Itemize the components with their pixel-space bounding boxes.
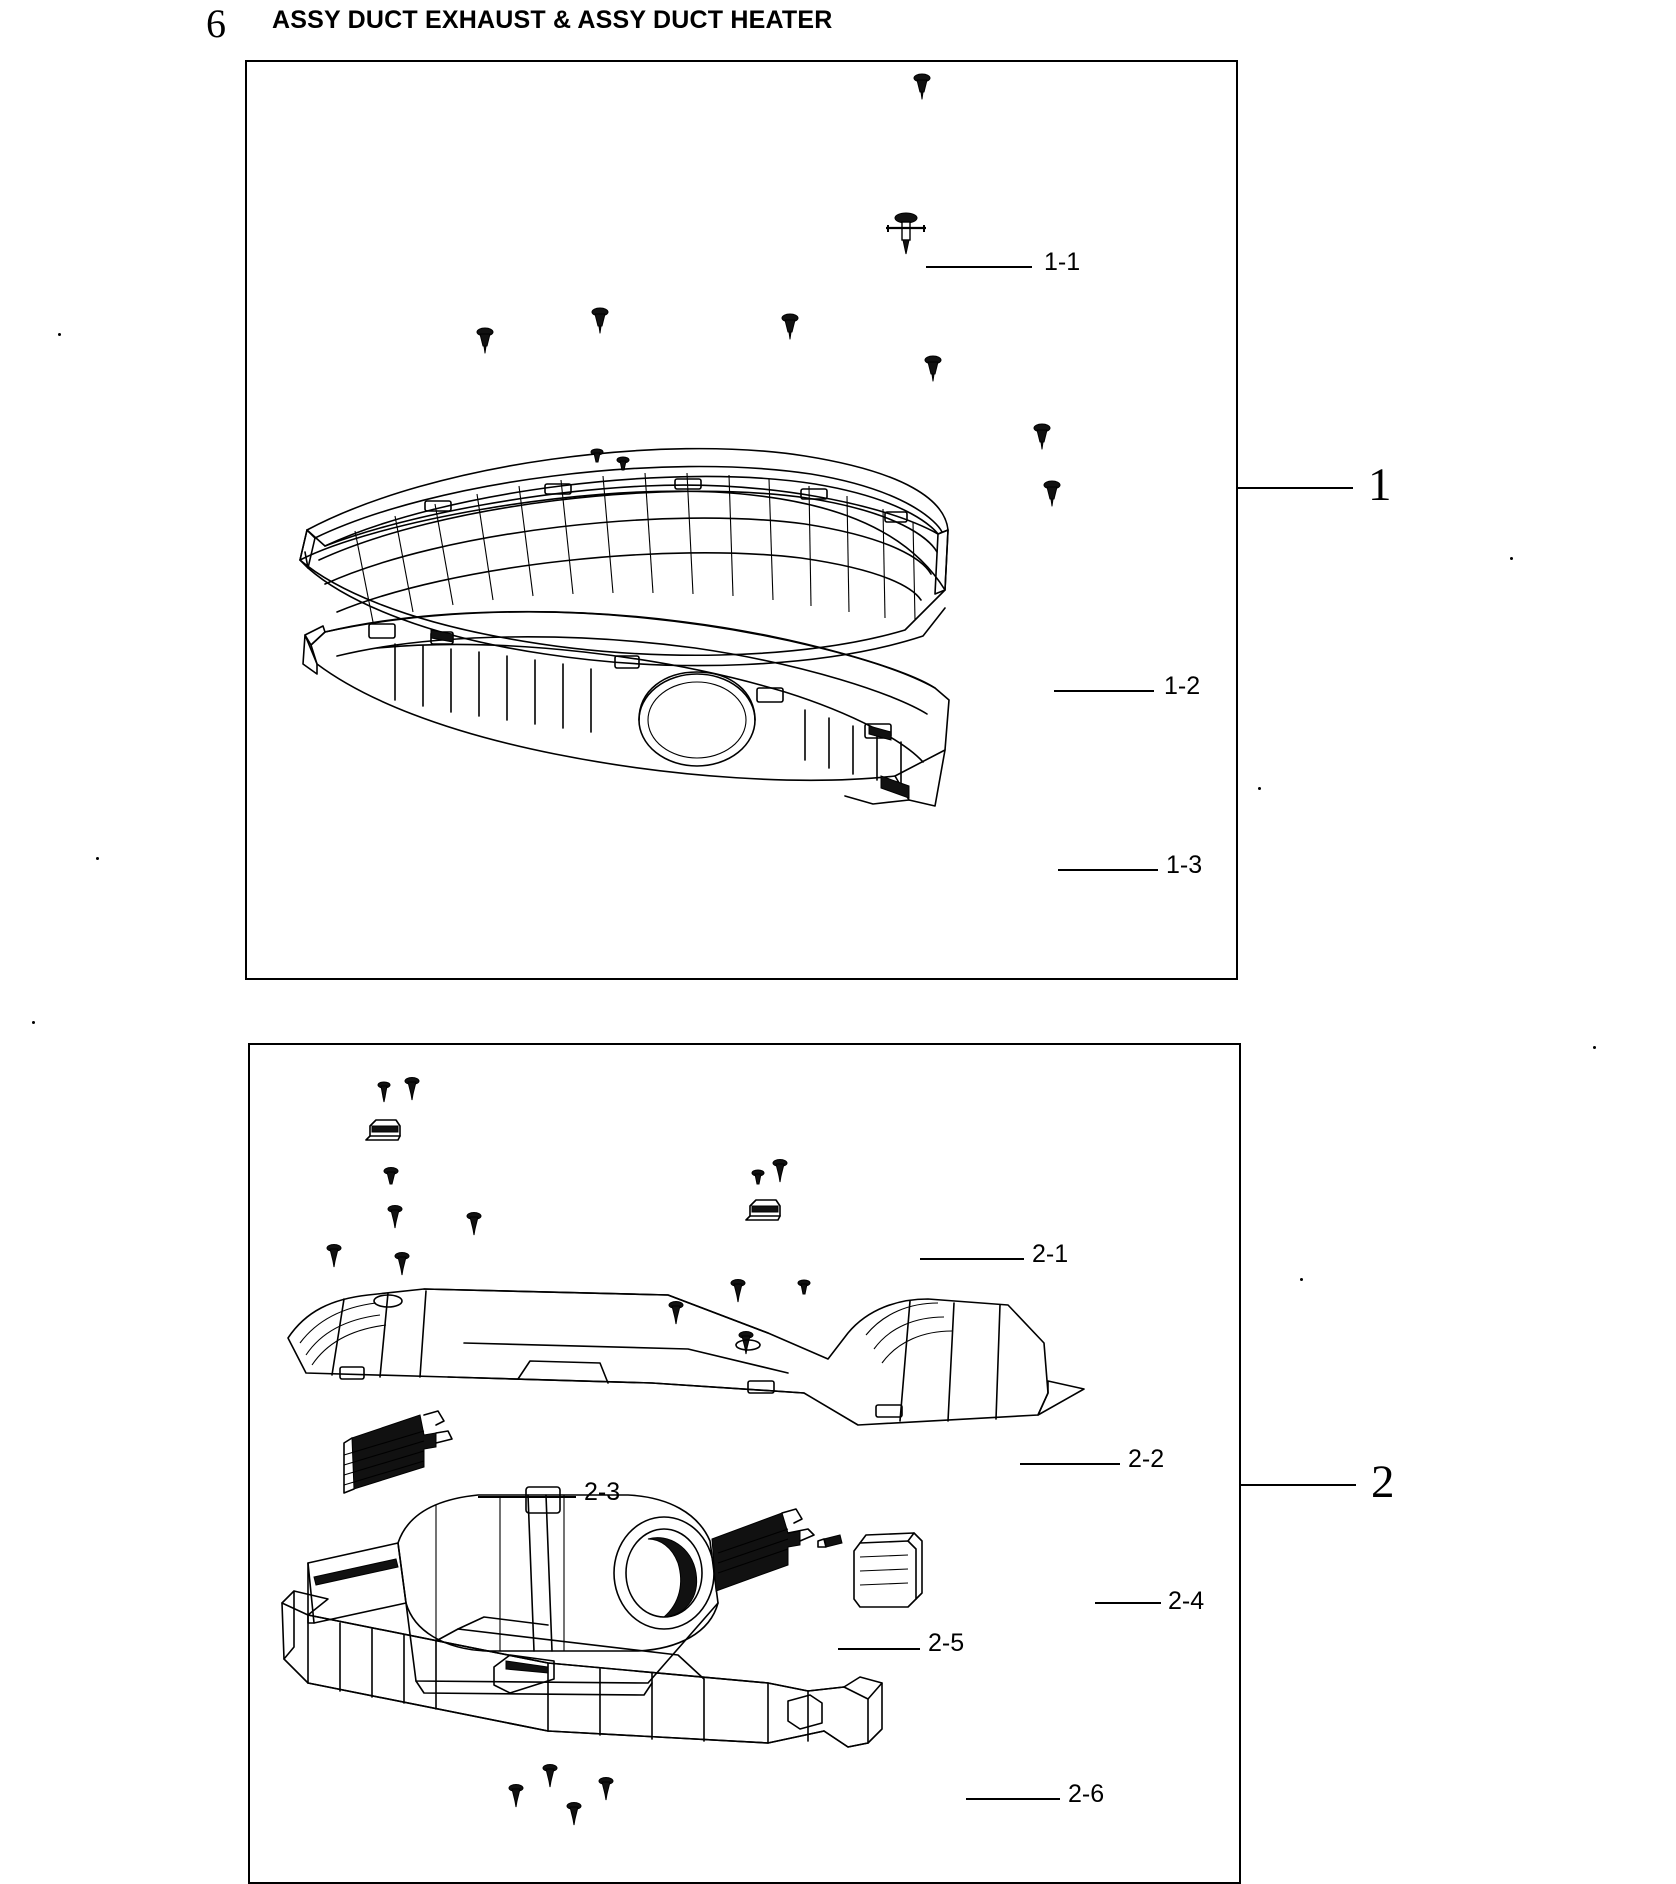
leader-2-3 <box>478 1496 576 1498</box>
group-2-leader <box>1241 1484 1356 1486</box>
part-2-1-clip <box>366 1120 780 1220</box>
callout-2-1-label: 2-1 <box>1032 1240 1069 1268</box>
scan-speckle <box>58 333 61 336</box>
leader-1-1 <box>926 266 1032 268</box>
part-2-2-cover <box>288 1289 1084 1425</box>
group-2-label: 2 <box>1371 1456 1395 1508</box>
callout-2-3-label: 2-3 <box>584 1478 621 1506</box>
group-callout-2 <box>1241 1456 1421 1508</box>
part-1-1-screw <box>886 213 926 254</box>
page-title: ASSY DUCT EXHAUST & ASSY DUCT HEATER <box>272 6 833 34</box>
scan-speckle <box>1258 787 1261 790</box>
group-1-label: 1 <box>1368 459 1392 511</box>
leader-1-3 <box>1058 869 1158 871</box>
part-2-6-base <box>282 1591 882 1747</box>
callout-1-3-label: 1-3 <box>1166 851 1203 879</box>
callout-2-6-label: 2-6 <box>1068 1780 1105 1808</box>
page-number: 6 <box>206 1 226 46</box>
part-2-4-thermostat <box>818 1533 922 1607</box>
scan-speckle <box>1510 557 1513 560</box>
scan-speckle <box>96 857 99 860</box>
scan-speckle <box>1300 1278 1303 1281</box>
leader-2-2 <box>1020 1463 1120 1465</box>
leader-2-5 <box>838 1648 920 1650</box>
callout-1-1-label: 1-1 <box>1044 248 1081 276</box>
part-2-3-heater-element <box>344 1411 452 1493</box>
figure-1-artwork <box>245 60 1238 980</box>
callout-2-2-label: 2-2 <box>1128 1445 1165 1473</box>
callout-1-2-label: 1-2 <box>1164 672 1201 700</box>
group-callout-1 <box>1238 459 1418 511</box>
scan-speckle <box>32 1021 35 1024</box>
leader-2-4 <box>1095 1602 1161 1604</box>
callout-2-4-label: 2-4 <box>1168 1587 1205 1615</box>
leader-2-1 <box>920 1258 1024 1260</box>
scan-speckle <box>1593 1046 1596 1049</box>
part-1-2-grille <box>300 449 948 666</box>
part-1-3-duct-base <box>303 612 949 806</box>
leader-1-2 <box>1054 690 1154 692</box>
leader-2-6 <box>966 1798 1060 1800</box>
callout-2-5-label: 2-5 <box>928 1629 965 1657</box>
group-1-leader <box>1238 487 1353 489</box>
